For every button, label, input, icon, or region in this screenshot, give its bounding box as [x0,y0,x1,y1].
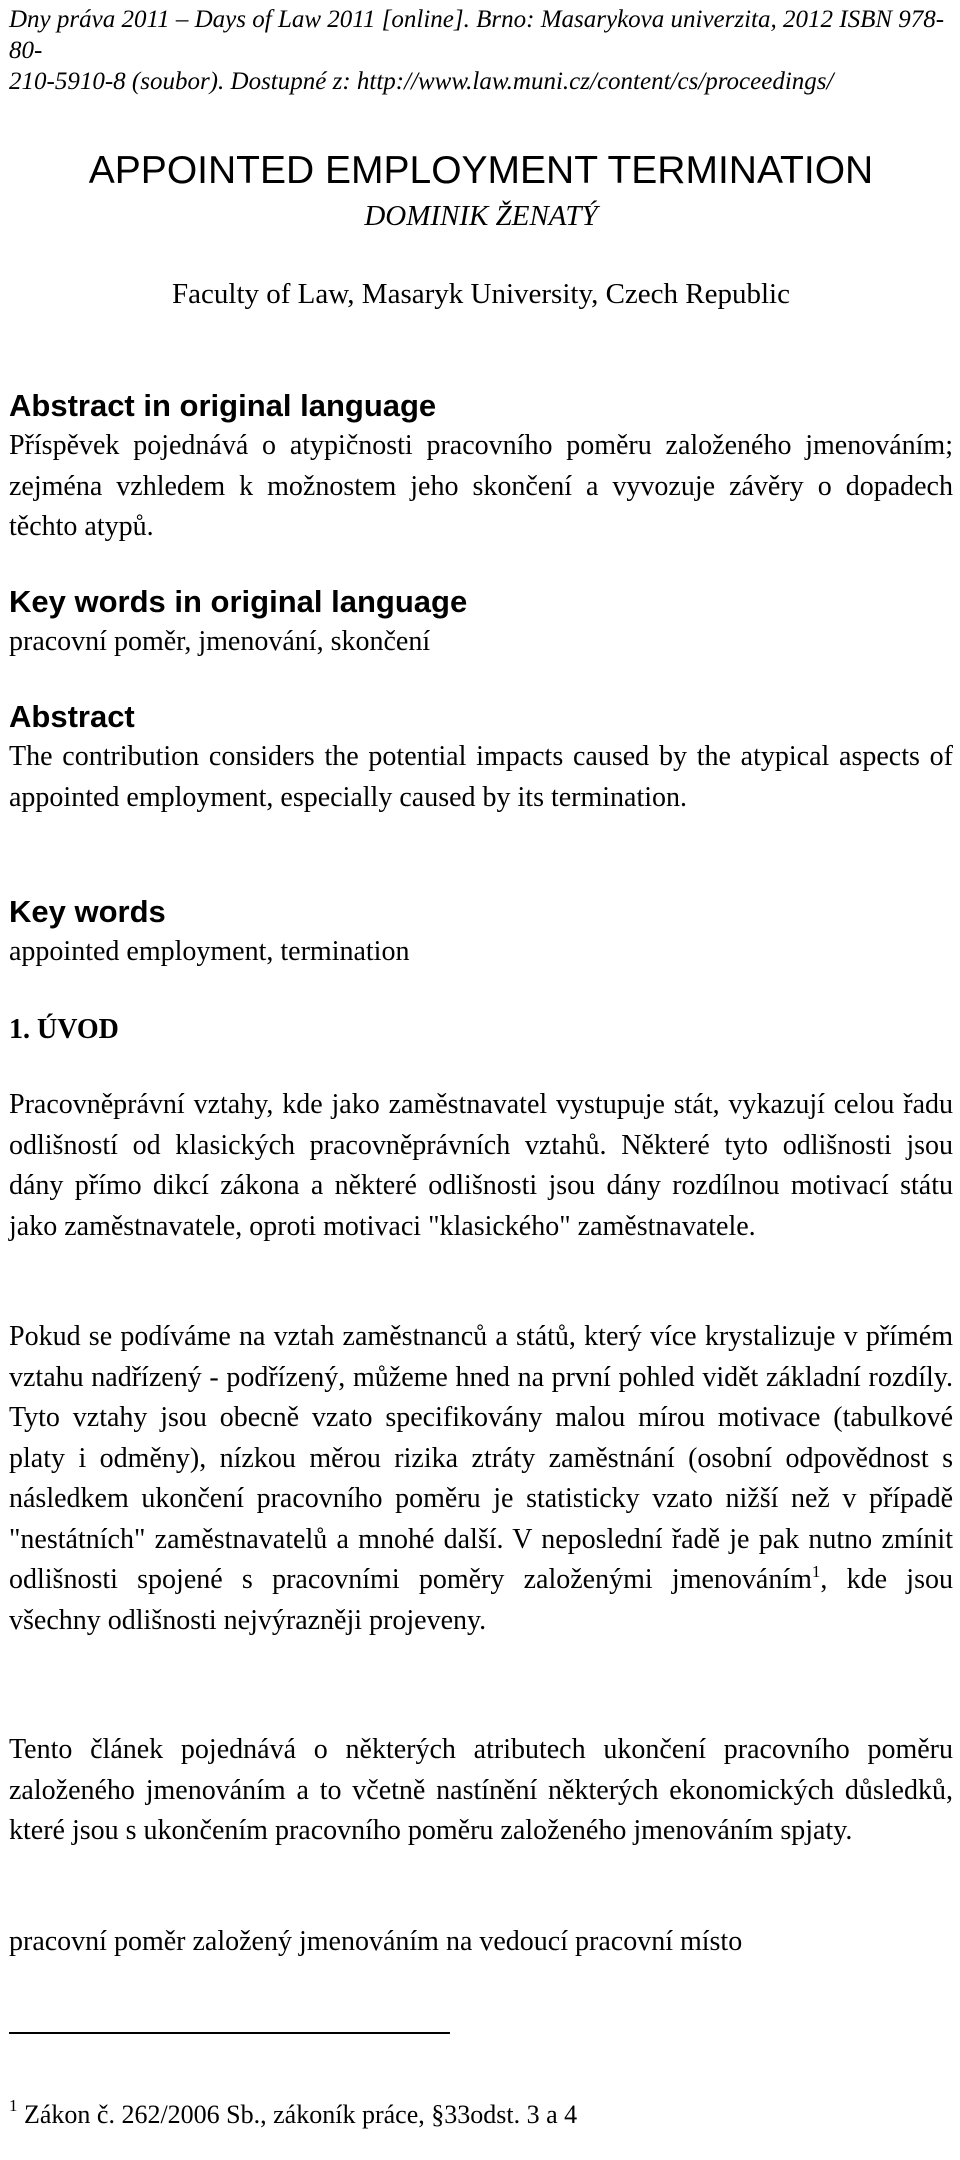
section-1-paragraph-1-block [9,1085,953,1247]
author-name: DOMINIK ŽENATÝ [364,200,598,232]
abstract-original-heading: Abstract in original language [9,388,437,423]
paragraph-2-text: Pokud se podíváme na vztah zaměstnanců a států, který více krystalizuje v přímém vztahu nadřízený - podřízený, můžeme hned na první pohled vidět základní rozdíly. Tyto vztahy jsou obecně vzato specifikovány malou mírou motivace (tabulkové platy i odměny), nízkou měrou rizika ztráty zaměstnání (osobní odpovědnost s následkem ukončení pracovního poměru je statisticky vzato nižší než v případě "nestátních" zaměstnavatelů a mnohé další. V neposlední řadě je pak nutno zmínit odlišnosti spojené s pracovními poměry založenými jmenováním [9,1321,953,1595]
keywords-heading: Key words [9,894,166,929]
section-1-paragraph-3-block [9,1730,953,1852]
keywords-original-text: pracovní poměr, jmenování, skončení [9,626,431,657]
footnote-mark: 1 [9,2096,18,2115]
footnote-separator [9,2032,450,2034]
citation-header [9,4,953,97]
citation-line-2: 210-5910-8 (soubor). Dostupné z: http://www.law.muni.cz/content/cs/proceedings/ [9,68,834,95]
section-1-paragraph-2-block [9,1317,953,1641]
section-1-subheading: pracovní poměr založený jmenováním na vedoucí pracovní místo [9,1926,743,1957]
paper-title: APPOINTED EMPLOYMENT TERMINATION [88,149,874,192]
footnote-text: Zákon č. 262/2006 Sb., zákoník práce, §33odst. 3 a 4 [17,2100,578,2129]
citation-line-1: Dny práva 2011 – Days of Law 2011 [online]. Brno: Masarykova univerzita, 2012 ISBN 978-80- [9,6,945,64]
section-1-paragraph-1: Pracovněprávní vztahy, kde jako zaměstnavatel vystupuje stát, vykazují celou řadu odlišností od klasických pracovněprávních vztahů. Některé tyto odlišnosti jsou dány přímo dikcí zákona a některé odlišnosti jsou dány rozdílnou motivací státu jako zaměstnavatele, oproti motivaci "klasického" zaměstnavatele. [9,1089,953,1242]
footnote-reference-mark[interactable]: 1 [811,1562,821,1581]
keywords-original-section [9,582,953,663]
abstract-original-text: Příspěvek pojednává o atypičnosti pracovního poměru založeného jmenováním; zejména vzhledem k možnostem jeho skončení a vyvozuje závěry o dopadech těchto atypů. [9,430,953,542]
section-1-heading-block [9,1010,953,1050]
section-1-paragraph-2 [9,1317,953,1641]
author-affiliation: Faculty of Law, Masaryk University, Czech Republic [172,278,790,310]
abstract-section [9,697,953,818]
abstract-heading: Abstract [9,699,135,734]
keywords-original-heading: Key words in original language [9,584,468,619]
section-1-paragraph-3: Tento článek pojednává o některých atributech ukončení pracovního poměru založeného jmenováním a to včetně nastínění některých ekonomických důsledků, které jsou s ukončením pracovního poměru založeného jmenováním spjaty. [9,1734,953,1846]
keywords-text: appointed employment, termination [9,936,410,967]
keywords-section [9,892,953,973]
paragraph-2-text-end: , kde jsou všechny odlišnosti nejvýrazněji projeveny. [9,1564,953,1636]
abstract-text: The contribution considers the potential impacts caused by the atypical aspects of appointed employment, especially caused by its termination. [9,741,953,813]
section-1-heading: 1. ÚVOD [9,1014,119,1045]
footnote [9,2098,953,2132]
section-1-subheading-block [9,1922,953,1963]
abstract-original-section [9,386,953,548]
